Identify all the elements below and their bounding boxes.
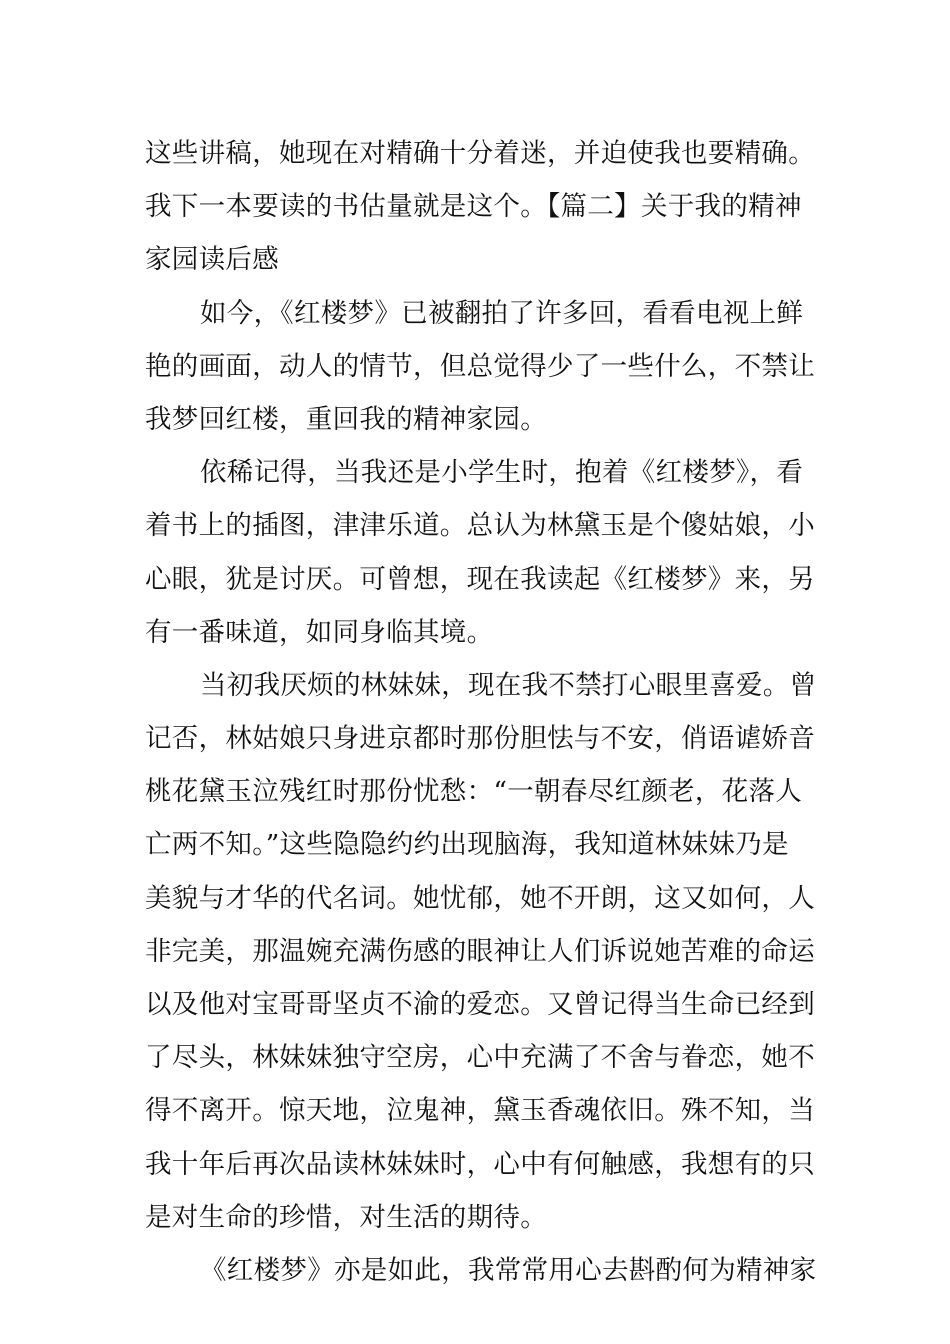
text-line: 我梦回红楼，重回我的精神家园。 [145, 403, 547, 435]
text-line: 记否，林姑娘只身进京都时那份胆怯与不安，俏语谑娇音 [145, 723, 815, 755]
text-line: 心眼，犹是讨厌。可曾想，现在我读起《红楼梦》来，另 [145, 563, 815, 595]
text-line: 艳的画面，动人的情节，但总觉得少了一些什么，不禁让 [145, 350, 815, 382]
paragraph-first-line: 依稀记得，当我还是小学生时，抱着《红楼梦》，看 [200, 457, 804, 489]
text-line: 着书上的插图，津津乐道。总认为林黛玉是个傻姑娘，小 [145, 510, 815, 542]
document-body [145, 127, 820, 1297]
paragraph-first-line: 当初我厌烦的林妹妹，现在我不禁打心眼里喜爱。曾 [200, 669, 817, 701]
text-line: 得不离开。惊天地，泣鬼神，黛玉香魂依旧。殊不知，当 [145, 1095, 815, 1127]
paragraph-first-line: 如今，《红楼梦》已被翻拍了许多回，看看电视上鲜 [200, 297, 804, 329]
text-line: 亡两不知。”这些隐隐约约出现脑海，我知道林妹妹乃是 [145, 829, 789, 861]
text-line: 我下一本要读的书估量就是这个。【篇二】关于我的精神 [145, 191, 802, 223]
text-line: 桃花黛玉泣残红时那份忧愁：“一朝春尽红颜老，花落人 [145, 776, 803, 808]
text-line: 了尽头，林妹妹独守空房，心中充满了不舍与眷恋，她不 [145, 1042, 815, 1074]
text-line: 有一番味道，如同身临其境。 [145, 616, 494, 648]
text-line: 这些讲稿，她现在对精确十分着迷，并迫使我也要精确。 [145, 138, 815, 169]
text-line: 家园读后感 [145, 244, 279, 276]
text-line: 是对生命的珍惜，对生活的期待。 [145, 1201, 547, 1233]
text-line: 以及他对宝哥哥坚贞不渝的爱恋。又曾记得当生命已经到 [145, 989, 815, 1020]
text-line: 非完美，那温婉充满伤感的眼神让人们诉说她苦难的命运 [145, 935, 815, 967]
paragraph-first-line: 《红楼梦》亦是如此，我常常用心去斟酌何为精神家 [200, 1254, 817, 1286]
text-line: 我十年后再次品读林妹妹时，心中有何触感，我想有的只 [145, 1148, 815, 1180]
text-line: 美貌与才华的代名词。她忧郁，她不开朗，这又如何，人 [145, 882, 815, 914]
